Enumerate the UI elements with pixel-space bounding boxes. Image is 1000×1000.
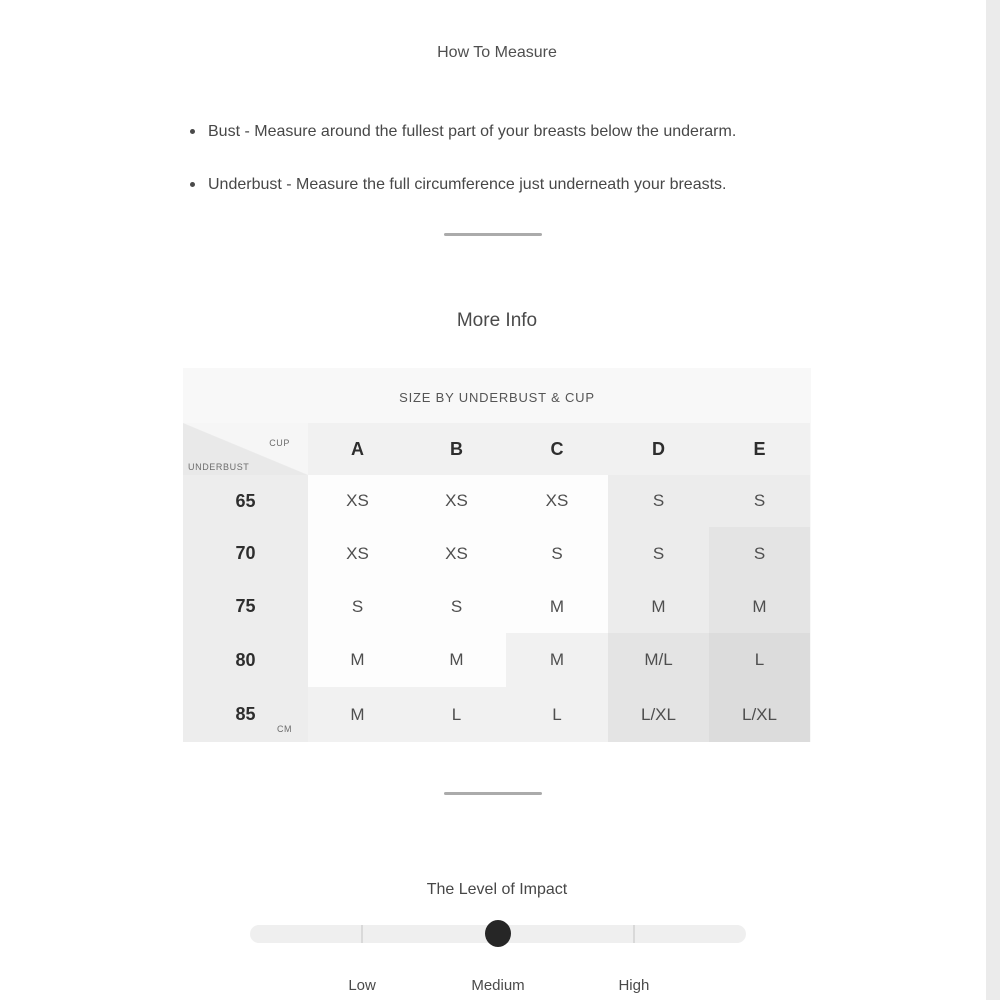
impact-slider-knob[interactable] [485,920,511,947]
section-divider [444,233,542,236]
size-cell: M [506,580,608,633]
size-cell: S [308,580,407,633]
size-cell: M [608,580,709,633]
cup-column-header: D [652,438,665,459]
unit-label: CM [277,724,292,734]
size-cell: M [407,633,506,687]
impact-slider-track[interactable] [250,925,746,943]
impact-slider-labels [250,977,746,997]
impact-level-label: Medium [471,977,525,994]
table-corner-cell [183,423,308,475]
slider-tick [361,925,363,943]
size-table-title: SIZE BY UNDERBUST & CUP [399,390,595,405]
size-cell: S [709,475,810,527]
underbust-row-header: 80 [183,633,308,687]
impact-level-label: High [618,977,650,994]
underbust-row-header: 85 CM [183,687,308,742]
scrollbar-track[interactable] [986,0,1000,1000]
cup-axis-label: CUP [269,438,290,448]
size-cell: L [709,633,810,687]
size-cell: M [549,650,565,669]
size-cell: S [709,527,810,580]
size-cell: M [350,704,365,724]
more-info-title: More Info [456,310,538,331]
size-cell: S [407,580,506,633]
underbust-row-header: 70 [183,527,308,580]
underbust-measure-bullet: Underbust - Measure the full circumference just underneath your breasts. [208,175,828,194]
cup-column-header: C [550,438,564,459]
size-cell: L/XL [709,687,810,742]
underbust-row-header: 75 [183,580,308,633]
size-cell: L/XL [608,687,709,742]
underbust-axis-label: UNDERBUST [188,462,250,472]
cup-column-header: B [450,438,463,459]
size-cell: S [506,527,608,580]
size-cell: S [608,475,709,527]
cup-column-header: E [753,438,766,459]
size-cell: XS [407,527,506,580]
size-cell: L [552,704,562,724]
impact-title: The Level of Impact [426,881,568,898]
cup-column-header: A [351,438,364,459]
slider-tick [633,925,635,943]
size-table-panel [183,368,811,742]
page-title: How To Measure [437,44,557,61]
size-cell: XS [308,527,407,580]
size-cell: M [308,633,407,687]
underbust-row-header: 65 [183,475,308,527]
section-divider [444,792,542,795]
size-cell: XS [407,475,506,527]
size-cell: XS [506,475,608,527]
size-cell: S [608,527,709,580]
size-cell: M [709,580,810,633]
bust-measure-bullet: Bust - Measure around the fullest part of your breasts below the underarm. [208,122,828,141]
size-cell: L [451,704,462,724]
size-cell: XS [308,475,407,527]
size-table [183,423,810,742]
impact-level-label: Low [348,977,376,994]
size-cell: M/L [608,633,709,687]
